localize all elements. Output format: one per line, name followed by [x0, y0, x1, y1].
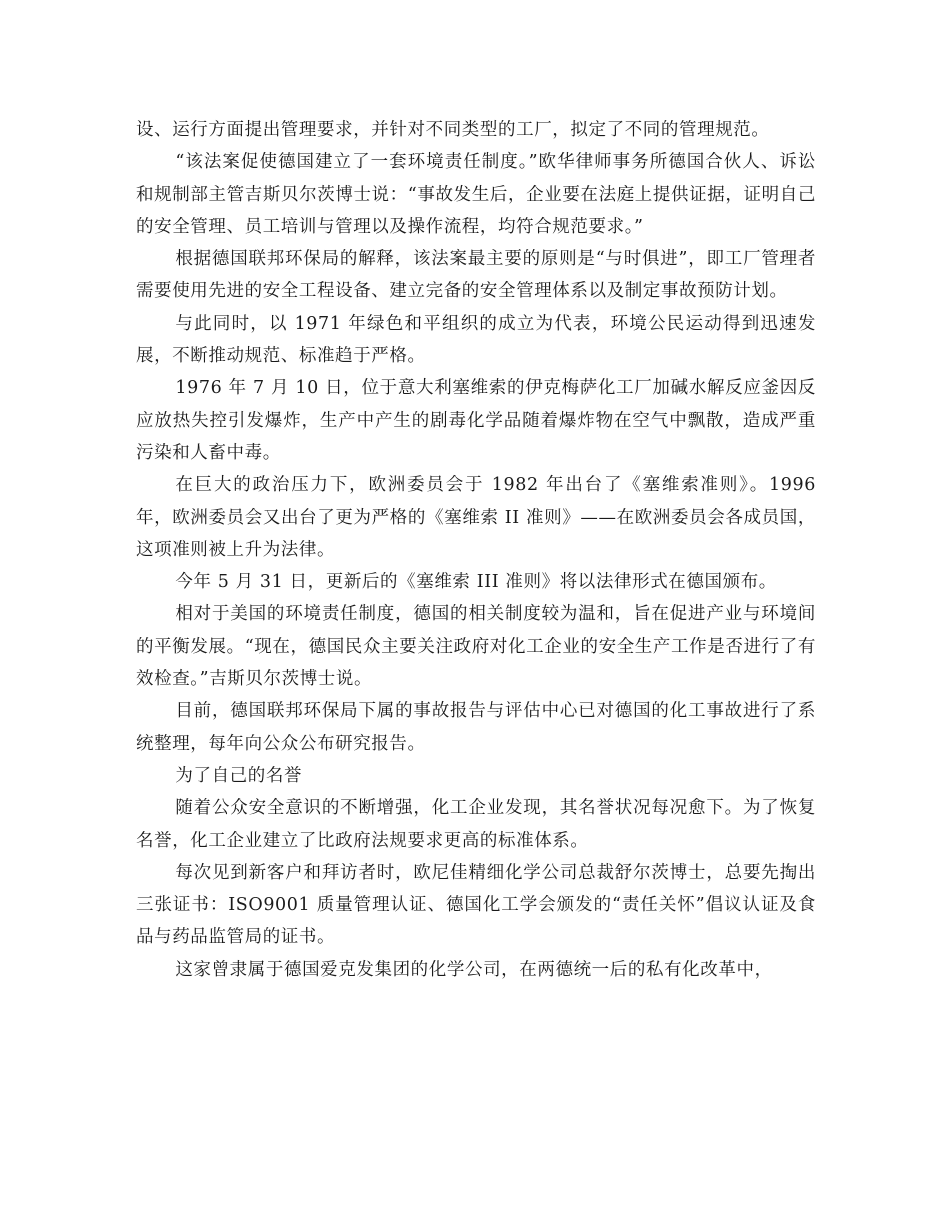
paragraph-3: 根据德国联邦环保局的解释，该法案最主要的原则是“与时俱进”，即工厂管理者需要使用先进的安全工程设备、建立完备的安全管理体系以及制定事故预防计划。	[136, 249, 816, 302]
section-heading: 为了自己的名誉	[175, 765, 303, 786]
paragraph-8: 相对于美国的环境责任制度，德国的相关制度较为温和，旨在促进产业与环境间的平衡发展。“现在，德国民众主要关注政府对化工企业的安全生产工作是否进行了有效检查。”吉斯贝尔茨博士说。	[136, 604, 816, 690]
document-body	[136, 114, 816, 986]
paragraph-5: 1976 年 7 月 10 日，位于意大利塞维索的伊克梅萨化工厂加碱水解反应釜因反应放热失控引发爆炸，生产中产生的剧毒化学品随着爆炸物在空气中飘散，造成严重污染和人畜中毒。	[136, 378, 816, 463]
paragraph-11: 随着公众安全意识的不断增强，化工企业发现，其名誉状况每况愈下。为了恢复名誉，化工企业建立了比政府法规要求更高的标准体系。	[136, 798, 816, 851]
paragraph-7: 今年 5 月 31 日，更新后的《塞维索 III 准则》将以法律形式在德国颁布。	[175, 572, 777, 593]
paragraph-2: “该法案促使德国建立了一套环境责任制度。”欧华律师事务所德国合伙人、诉讼和规制部主管吉斯贝尔茨博士说：“事故发生后，企业要在法庭上提供证据，证明自己的安全管理、员工培训与管理以及操作流程，均符合规范要求。”	[136, 152, 816, 237]
paragraph-4: 与此同时，以 1971 年绿色和平组织的成立为代表，环境公民运动得到迅速发展，不断推动规范、标准趋于严格。	[136, 313, 816, 367]
paragraph-13: 这家曾隶属于德国爱克发集团的化学公司，在两德统一后的私有化改革中，	[175, 959, 773, 980]
paragraph-9: 目前，德国联邦环保局下属的事故报告与评估中心已对德国的化工事故进行了系统整理，每年向公众公布研究报告。	[136, 701, 816, 754]
paragraph-6: 在巨大的政治压力下，欧洲委员会于 1982 年出台了《塞维索准则》。1996 年，欧洲委员会又出台了更为严格的《塞维索 II 准则》——在欧洲委员会各成员国，这项准则被上升为法律。	[136, 475, 816, 560]
paragraph-1: 设、运行方面提出管理要求，并针对不同类型的工厂，拟定了不同的管理规范。	[136, 120, 770, 140]
paragraph-12: 每次见到新客户和拜访者时，欧尼佳精细化学公司总裁舒尔茨博士，总要先掏出三张证书：ISO9001 质量管理认证、德国化工学会颁发的“责任关怀”倡议认证及食品与药品监管局的证书。	[136, 862, 816, 948]
